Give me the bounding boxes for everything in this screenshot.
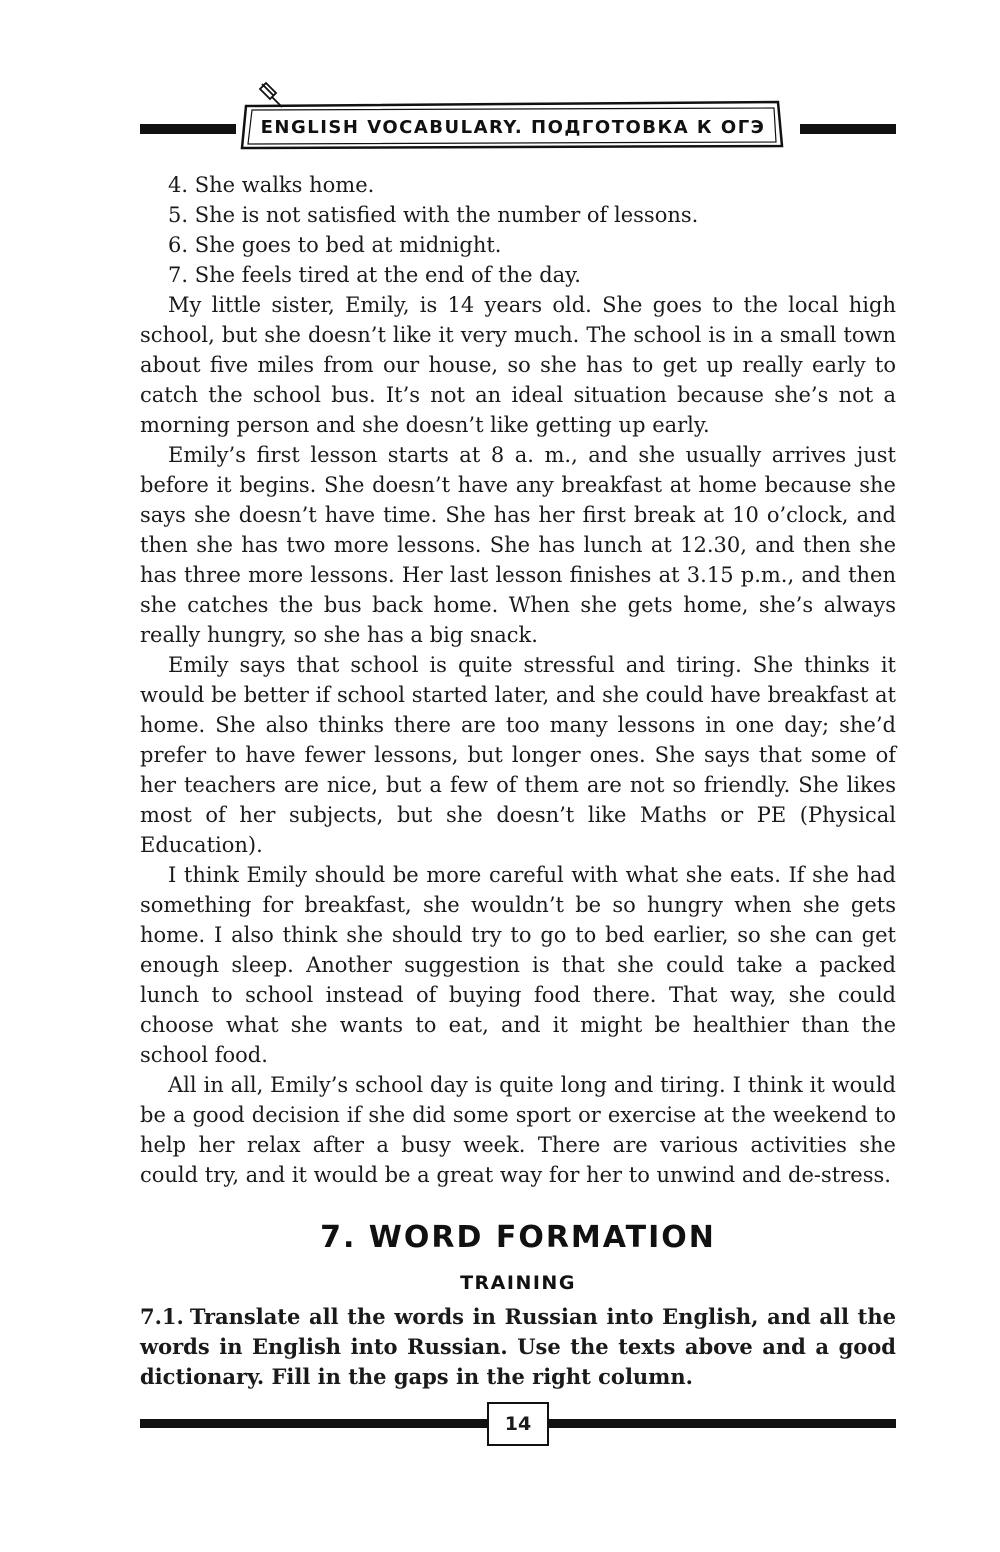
section-subtitle: TRAINING: [460, 1272, 576, 1294]
pushpin-icon: [256, 80, 286, 110]
footer-rule-right: [549, 1419, 896, 1428]
page-header: [0, 0, 1000, 170]
footer-rule-left: [140, 1419, 487, 1428]
header-rule-right: [800, 124, 896, 134]
list-item: 4. She walks home.: [168, 173, 375, 197]
list-item: 5. She is not satisfied with the number of lessons.: [168, 203, 699, 227]
paragraph: My little sister, Emily, is 14 years old. She goes to the local high school, but she doesn’t like it very much. The school is in a small town about five miles from our house, so she has to get up really early to catch the school bus. It’s not an ideal situation because she’s not a morning person and she doesn’t like getting up early.: [140, 293, 896, 437]
list-item: 6. She goes to bed at midnight.: [168, 233, 502, 257]
list-item: 7. She feels tired at the end of the day.: [168, 263, 581, 287]
section-title: 7. WORD FORMATION: [320, 1220, 716, 1255]
paragraph: All in all, Emily’s school day is quite long and tiring. I think it would be a good decision if she did some sport or exercise at the weekend to help her relax after a busy week. There are various activities she could try, and it would be a great way for her to unwind and de-stress.: [140, 1073, 896, 1187]
running-header-title: ENGLISH VOCABULARY. ПОДГОТОВКА К ОГЭ: [260, 117, 766, 138]
task-text: Translate all the words in Russian into English, and all the words in English into Russian. Use the texts above and a good dictionary. Fill in the gaps in the right column.: [140, 1304, 896, 1389]
page-number: 14: [487, 1402, 549, 1446]
main-text: [140, 170, 896, 1190]
paragraph: Emily’s first lesson starts at 8 a. m., and she usually arrives just before it begins. She doesn’t have any breakfast at home because she says she doesn’t have time. She has her first break at 10 o’clock, and then she has two more lessons. She has lunch at 12.30, and then she has three more lessons. Her last lesson finishes at 3.15 p.m., and then she catches the bus back home. When she gets home, she’s always really hungry, so she has a big snack.: [140, 443, 896, 647]
paragraph: Emily says that school is quite stressful and tiring. She thinks it would be better if school started later, and she could have breakfast at home. She also thinks there are too many lessons in one day; she’d prefer to have fewer lessons, but longer ones. She says that some of her teachers are nice, but a few of them are not so friendly. She likes most of her subjects, but she doesn’t like Maths or PE (Physical Education).: [140, 653, 896, 857]
header-rule-left: [140, 124, 236, 134]
paragraph: I think Emily should be more careful with what she eats. If she had something for breakfast, she wouldn’t be so hungry when she gets home. I also think she should try to go to bed earlier, so she can get enough sleep. Another suggestion is that she could take a packed lunch to school instead of buying food there. That way, she could choose what she wants to eat, and it might be healthier than the school food.: [140, 863, 896, 1067]
task-instruction: [140, 1302, 896, 1392]
task-number: 7.1.: [140, 1304, 184, 1329]
